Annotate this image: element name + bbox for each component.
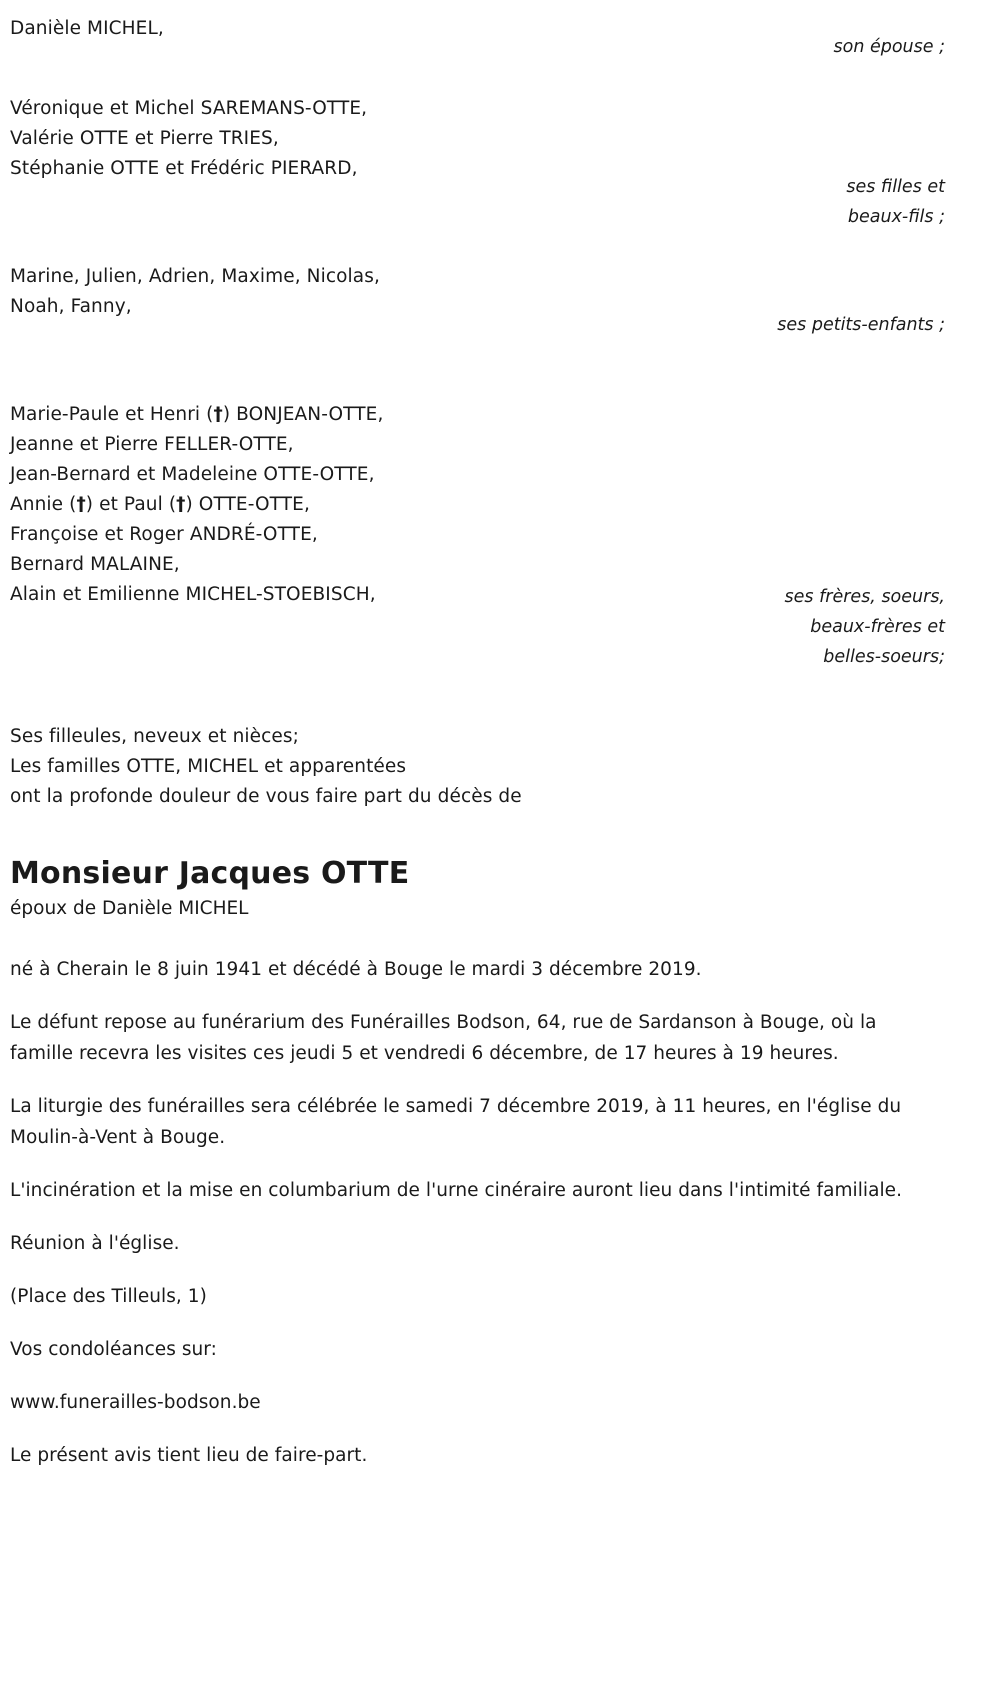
family-role-line: beaux-fils ; bbox=[847, 207, 945, 227]
family-role-daughters bbox=[846, 172, 945, 232]
family-role-line: ses filles et bbox=[846, 177, 945, 197]
closing-line: ont la profonde douleur de vous faire part du décès de bbox=[10, 786, 522, 807]
deceased-block bbox=[0, 856, 1000, 924]
detail-paragraph-cremation: L'incinération et la mise en columbarium de l'urne cinéraire auront lieu dans l'intimité familiale. bbox=[10, 1180, 903, 1201]
family-name-line: Bernard MALAINE, bbox=[10, 554, 180, 575]
family-role-line: beaux-frères et bbox=[810, 617, 945, 637]
family-group-grandchildren bbox=[10, 262, 945, 374]
family-name-line: Françoise et Roger ANDRÉ-OTTE, bbox=[10, 524, 318, 545]
family-name-line: Véronique et Michel SAREMANS-OTTE, bbox=[10, 98, 368, 119]
family-role-line: ses frères, soeurs, bbox=[784, 587, 945, 607]
detail-paragraph-condolences-label: Vos condoléances sur: bbox=[10, 1339, 217, 1360]
family-survivors-section bbox=[0, 0, 1000, 702]
family-role-line: son épouse ; bbox=[833, 37, 945, 57]
detail-paragraph-visitation: Le défunt repose au funérarium des Funérailles Bodson, 64, rue de Sardanson à Bouge, où la famille recevra les visites ces jeudi 5 et vendredi 6 décembre, de 17 heures à 19 heures. bbox=[10, 1012, 877, 1064]
family-names-siblings bbox=[10, 400, 650, 610]
detail-paragraph-notice-footer: Le présent avis tient lieu de faire-part. bbox=[10, 1445, 368, 1466]
detail-paragraph-birth-death: né à Cherain le 8 juin 1941 et décédé à Bouge le mardi 3 décembre 2019. bbox=[10, 959, 702, 980]
family-names-grandchildren bbox=[10, 262, 650, 322]
family-role-siblings bbox=[785, 582, 945, 672]
dagger-icon: † bbox=[213, 404, 223, 425]
family-name-line: Noah, Fanny, bbox=[10, 296, 132, 317]
family-name-line: Marie-Paule et Henri (†) BONJEAN-OTTE, bbox=[10, 404, 384, 425]
detail-paragraph-liturgy: La liturgie des funérailles sera célébrée le samedi 7 décembre 2019, à 11 heures, en l'église du Moulin-à-Vent à Bouge. bbox=[10, 1096, 902, 1148]
family-name-line: Stéphanie OTTE et Frédéric PIERARD, bbox=[10, 158, 358, 179]
family-role-line: ses petits-enfants ; bbox=[777, 315, 945, 335]
family-name-line: Valérie OTTE et Pierre TRIES, bbox=[10, 128, 279, 149]
family-group-daughters bbox=[10, 94, 945, 236]
deceased-name: Monsieur Jacques OTTE bbox=[10, 856, 410, 891]
family-name-line: Marine, Julien, Adrien, Maxime, Nicolas, bbox=[10, 266, 380, 287]
condolences-website-link[interactable]: www.funerailles-bodson.be bbox=[10, 1392, 261, 1413]
family-role-grandchildren bbox=[777, 310, 945, 340]
closing-line: Les familles OTTE, MICHEL et apparentées bbox=[10, 756, 407, 777]
family-names-daughters bbox=[10, 94, 650, 184]
dagger-icon: † bbox=[176, 494, 186, 515]
detail-paragraph-gathering: Réunion à l'église. bbox=[10, 1233, 180, 1254]
family-names-spouse bbox=[10, 14, 650, 44]
family-group-spouse bbox=[10, 14, 945, 68]
family-role-line: belles-soeurs; bbox=[823, 647, 945, 667]
family-name-line: Jean-Bernard et Madeleine OTTE-OTTE, bbox=[10, 464, 375, 485]
deceased-subtitle: époux de Danièle MICHEL bbox=[10, 898, 249, 919]
closing-line: Ses filleules, neveux et nièces; bbox=[10, 726, 299, 747]
family-group-siblings bbox=[10, 400, 945, 702]
announcement-closing-lines bbox=[0, 722, 1000, 812]
family-name-line: Danièle MICHEL, bbox=[10, 18, 164, 39]
family-name-line: Alain et Emilienne MICHEL-STOEBISCH, bbox=[10, 584, 376, 605]
funeral-details-section bbox=[0, 954, 1000, 1471]
detail-paragraph-address: (Place des Tilleuls, 1) bbox=[10, 1286, 207, 1307]
family-name-line: Annie (†) et Paul (†) OTTE-OTTE, bbox=[10, 494, 310, 515]
family-role-spouse bbox=[834, 32, 946, 62]
family-name-line: Jeanne et Pierre FELLER-OTTE, bbox=[10, 434, 294, 455]
dagger-icon: † bbox=[76, 494, 86, 515]
